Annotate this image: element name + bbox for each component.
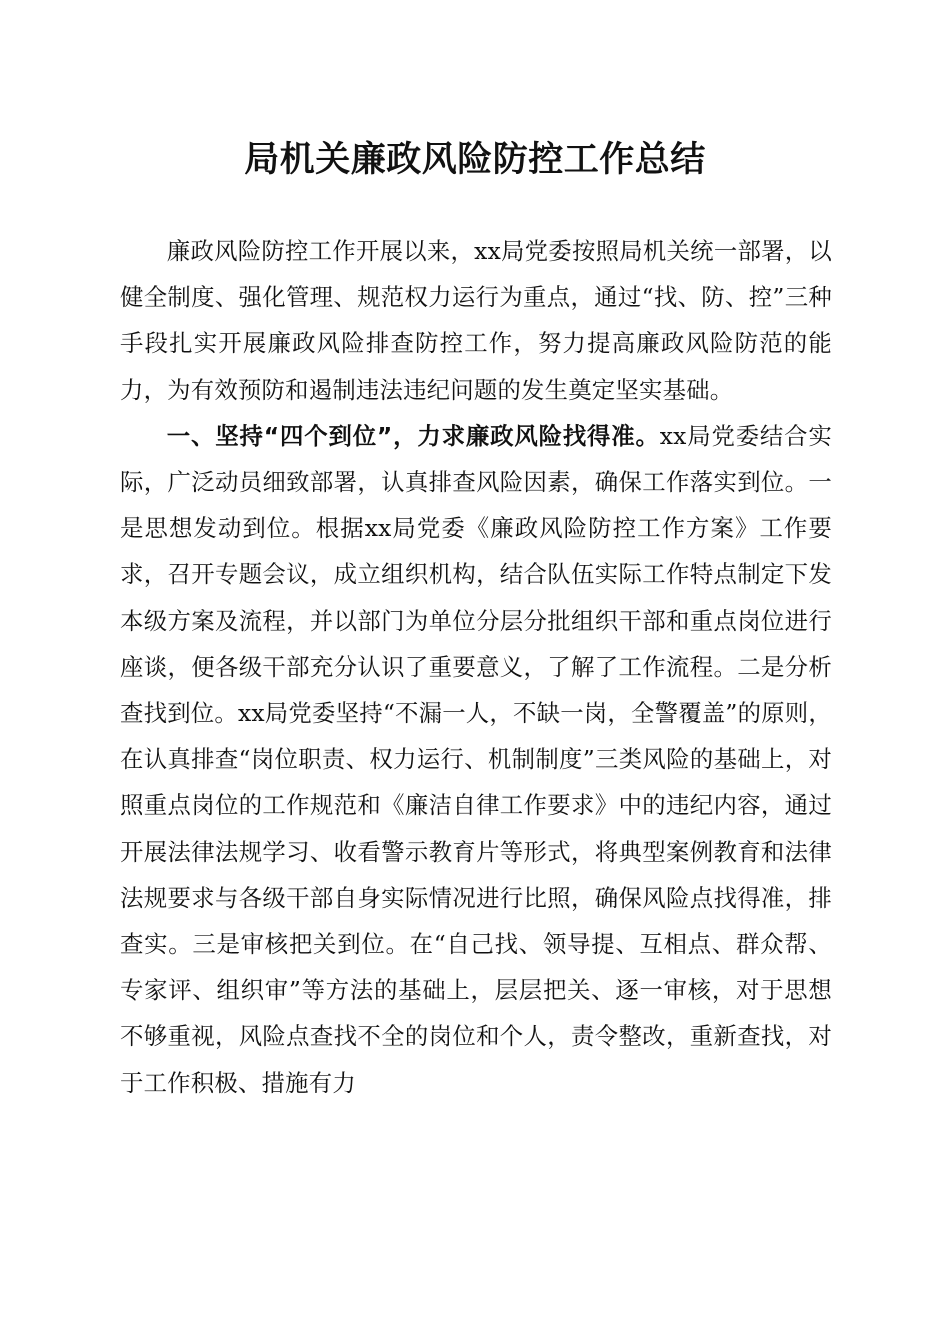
document-title: 局机关廉政风险防控工作总结 bbox=[244, 139, 706, 180]
intro-paragraph bbox=[120, 228, 832, 413]
section-one-heading: 一、坚持“四个到位”，力求廉政风险找得准。 bbox=[166, 421, 660, 450]
section-one-text: xx局党委结合实际，广泛动员细致部署，认真排查风险因素，确保工作落实到位。一是思想发动到位。根据xx局党委《廉政风险防控工作方案》工作要求，召开专题会议，成立组织机构，结合队伍实际工作特点制定下发本级方案及流程，并以部门为单位分层分批组织干部和重点岗位进行座谈，便各级干部充分认识了重要意义，了解了工作流程。二是分析查找到位。xx局党委坚持“不漏一人，不缺一岗，全警覆盖”的原则，在认真排查“岗位职责、权力运行、机制制度”三类风险的基础上，对照重点岗位的工作规范和《廉洁自律工作要求》中的违纪内容，通过开展法律法规学习、收看警示教育片等形式，将典型案例教育和法律法规要求与各级干部自身实际情况进行比照，确保风险点找得准，排查实。三是审核把关到位。在“自己找、领导提、互相点、群众帮、专家评、组织审”等方法的基础上，层层把关、逐一审核，对于思想不够重视，风险点查找不全的岗位和个人，责令整改，重新查找，对于工作积极、措施有力 bbox=[120, 421, 832, 1097]
intro-paragraph-text: 廉政风险防控工作开展以来，xx局党委按照局机关统一部署，以健全制度、强化管理、规范权力运行为重点，通过“找、防、控”三种手段扎实开展廉政风险排查防控工作，努力提高廉政风险防范的能力，为有效预防和遏制违法违纪问题的发生奠定坚实基础。 bbox=[120, 237, 832, 404]
document-body bbox=[120, 228, 832, 1106]
section-one-paragraph bbox=[120, 413, 832, 1106]
